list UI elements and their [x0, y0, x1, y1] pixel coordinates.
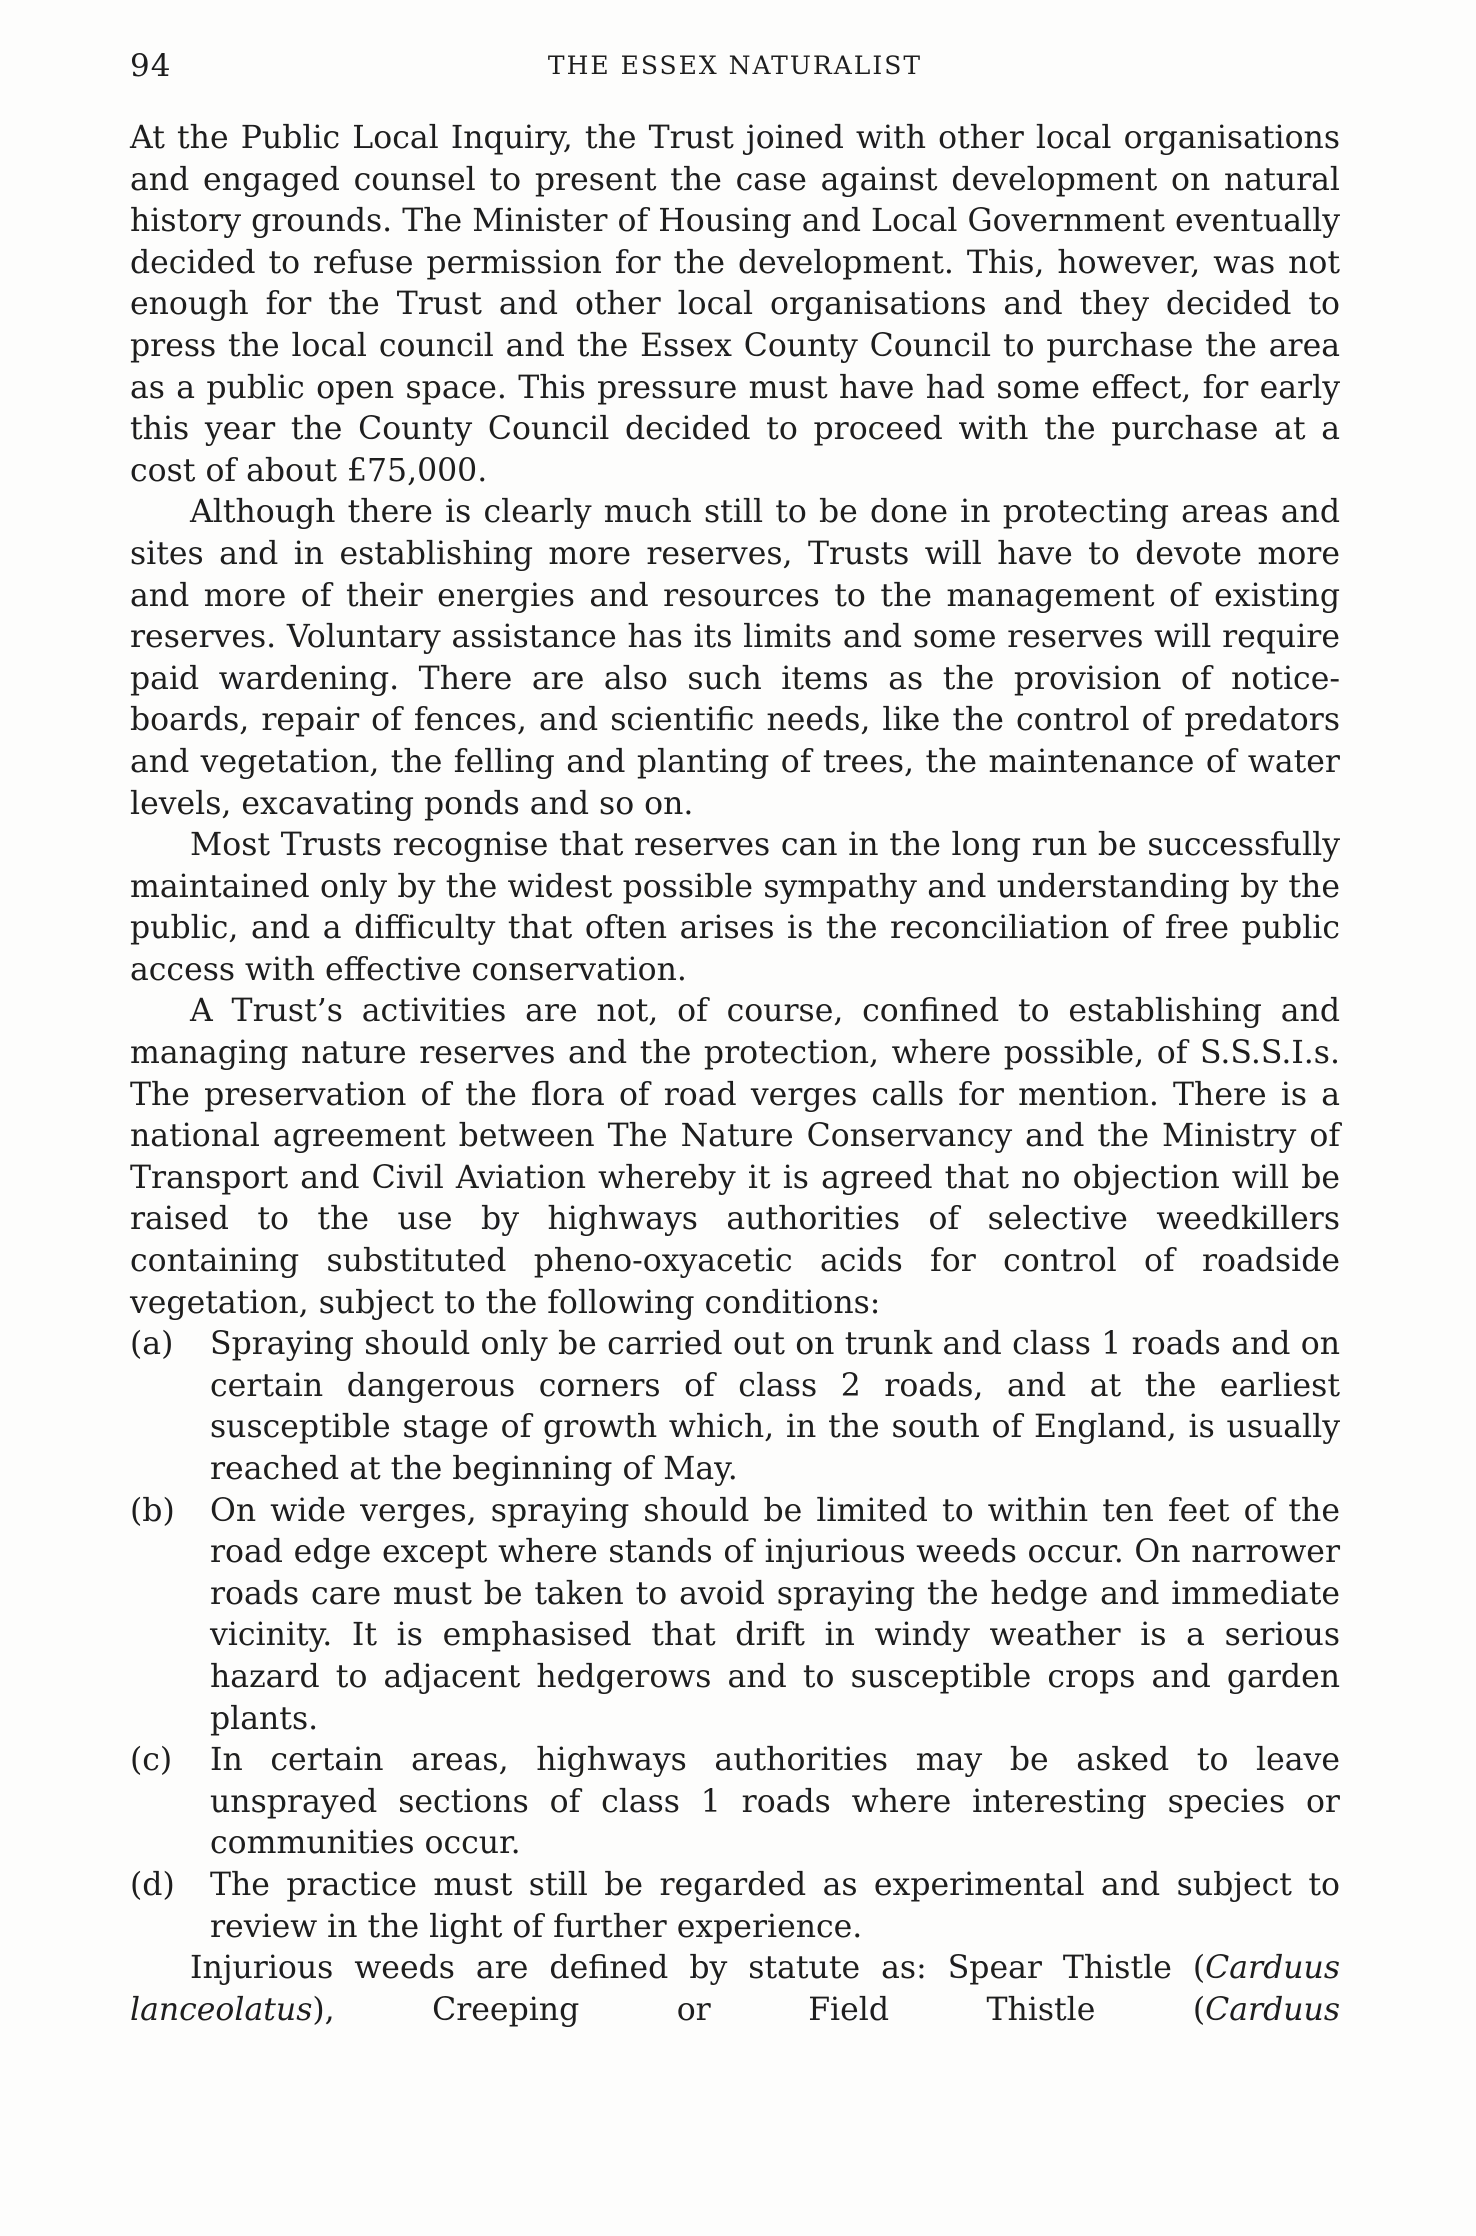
paragraph-reserve-management: Although there is clearly much still to be done in protecting areas and sites and in establishing more reserves, Trusts will have to devote more and more of their energies and resources to the management of existing reserves. Voluntary assistance has its limits and some reserves will require paid wardening. There are also such items as the provision of notice-boards, repair of fences, and scientific needs, like the control of predators and vegetation, the felling and planting of trees, the maintenance of water levels, excavating ponds and so on.	[130, 494, 1340, 822]
species-name: Carduus lanceolatus	[130, 1950, 1340, 2028]
condition-marker: (d)	[130, 1866, 175, 1903]
condition-item-c	[130, 1740, 1340, 1865]
condition-item-d	[130, 1865, 1340, 1948]
species-name: Carduus	[1205, 1991, 1340, 2028]
paragraph-road-verges: A Trust’s activities are not, of course, confined to establishing and managing nature reserves and the protection, where possible, of S.S.S.I.s. The preservation of the flora of road verges calls for mention. There is a national agreement between The Nature Conservancy and the Ministry of Transport and Civil Aviation whereby it is agreed that no objection will be raised to the use by highways authorities of selective weedkillers containing substituted pheno-oxyacetic acids for control of roadside vegetation, subject to the following conditions:	[130, 993, 1340, 1321]
condition-item-b	[130, 1491, 1340, 1741]
weeds-middle-text: ), Creeping or Field Thistle (	[312, 1991, 1206, 2028]
condition-marker: (a)	[130, 1326, 174, 1363]
condition-text: The practice must still be regarded as experimental and subject to review in the light of further experience.	[210, 1866, 1340, 1945]
condition-text: Spraying should only be carried out on trunk and class 1 roads and on certain dangerous corners of class 2 roads, and at the earliest susceptible stage of growth which, in the south of England, is usually reached at the beginning of May.	[210, 1326, 1340, 1487]
condition-marker: (c)	[130, 1742, 173, 1779]
weeds-lead-text: Injurious weeds are defined by statute as: Spear Thistle (	[190, 1950, 1206, 1987]
condition-item-a	[130, 1324, 1340, 1490]
article-body	[130, 118, 1340, 2031]
condition-marker: (b)	[130, 1492, 175, 1529]
conditions-list	[130, 1324, 1340, 1948]
page-number: 94	[130, 48, 172, 84]
condition-text: On wide verges, spraying should be limited to within ten feet of the road edge except where stands of injurious weeds occur. On narrower roads care must be taken to avoid spraying the hedge and immediate vicinity. It is emphasised that drift in windy weather is a serious hazard to adjacent hedgerows and to susceptible crops and garden plants.	[210, 1492, 1340, 1737]
page-header	[130, 48, 1340, 88]
running-title: THE ESSEX NATURALIST	[547, 51, 923, 80]
paragraph-public-access: Most Trusts recognise that reserves can in the long run be successfully maintained only by the widest possible sympathy and understanding by the public, and a difficulty that often arises is the reconciliation of free public access with effective conservation.	[130, 827, 1340, 988]
paragraph-public-inquiry: At the Public Local Inquiry, the Trust joined with other local organisations and engaged counsel to present the case against development on natural history grounds. The Minister of Housing and Local Government eventually decided to refuse permission for the development. This, however, was not enough for the Trust and other local organisations and they decided to press the local council and the Essex County Council to purchase the area as a public open space. This pressure must have had some effect, for early this year the County Council decided to proceed with the purchase at a cost of about £75,000.	[130, 120, 1340, 489]
paragraph-injurious-weeds	[130, 1948, 1340, 2031]
condition-text: In certain areas, highways authorities may be asked to leave unsprayed sections of class 1 roads where interesting species or communities occur.	[210, 1742, 1340, 1862]
